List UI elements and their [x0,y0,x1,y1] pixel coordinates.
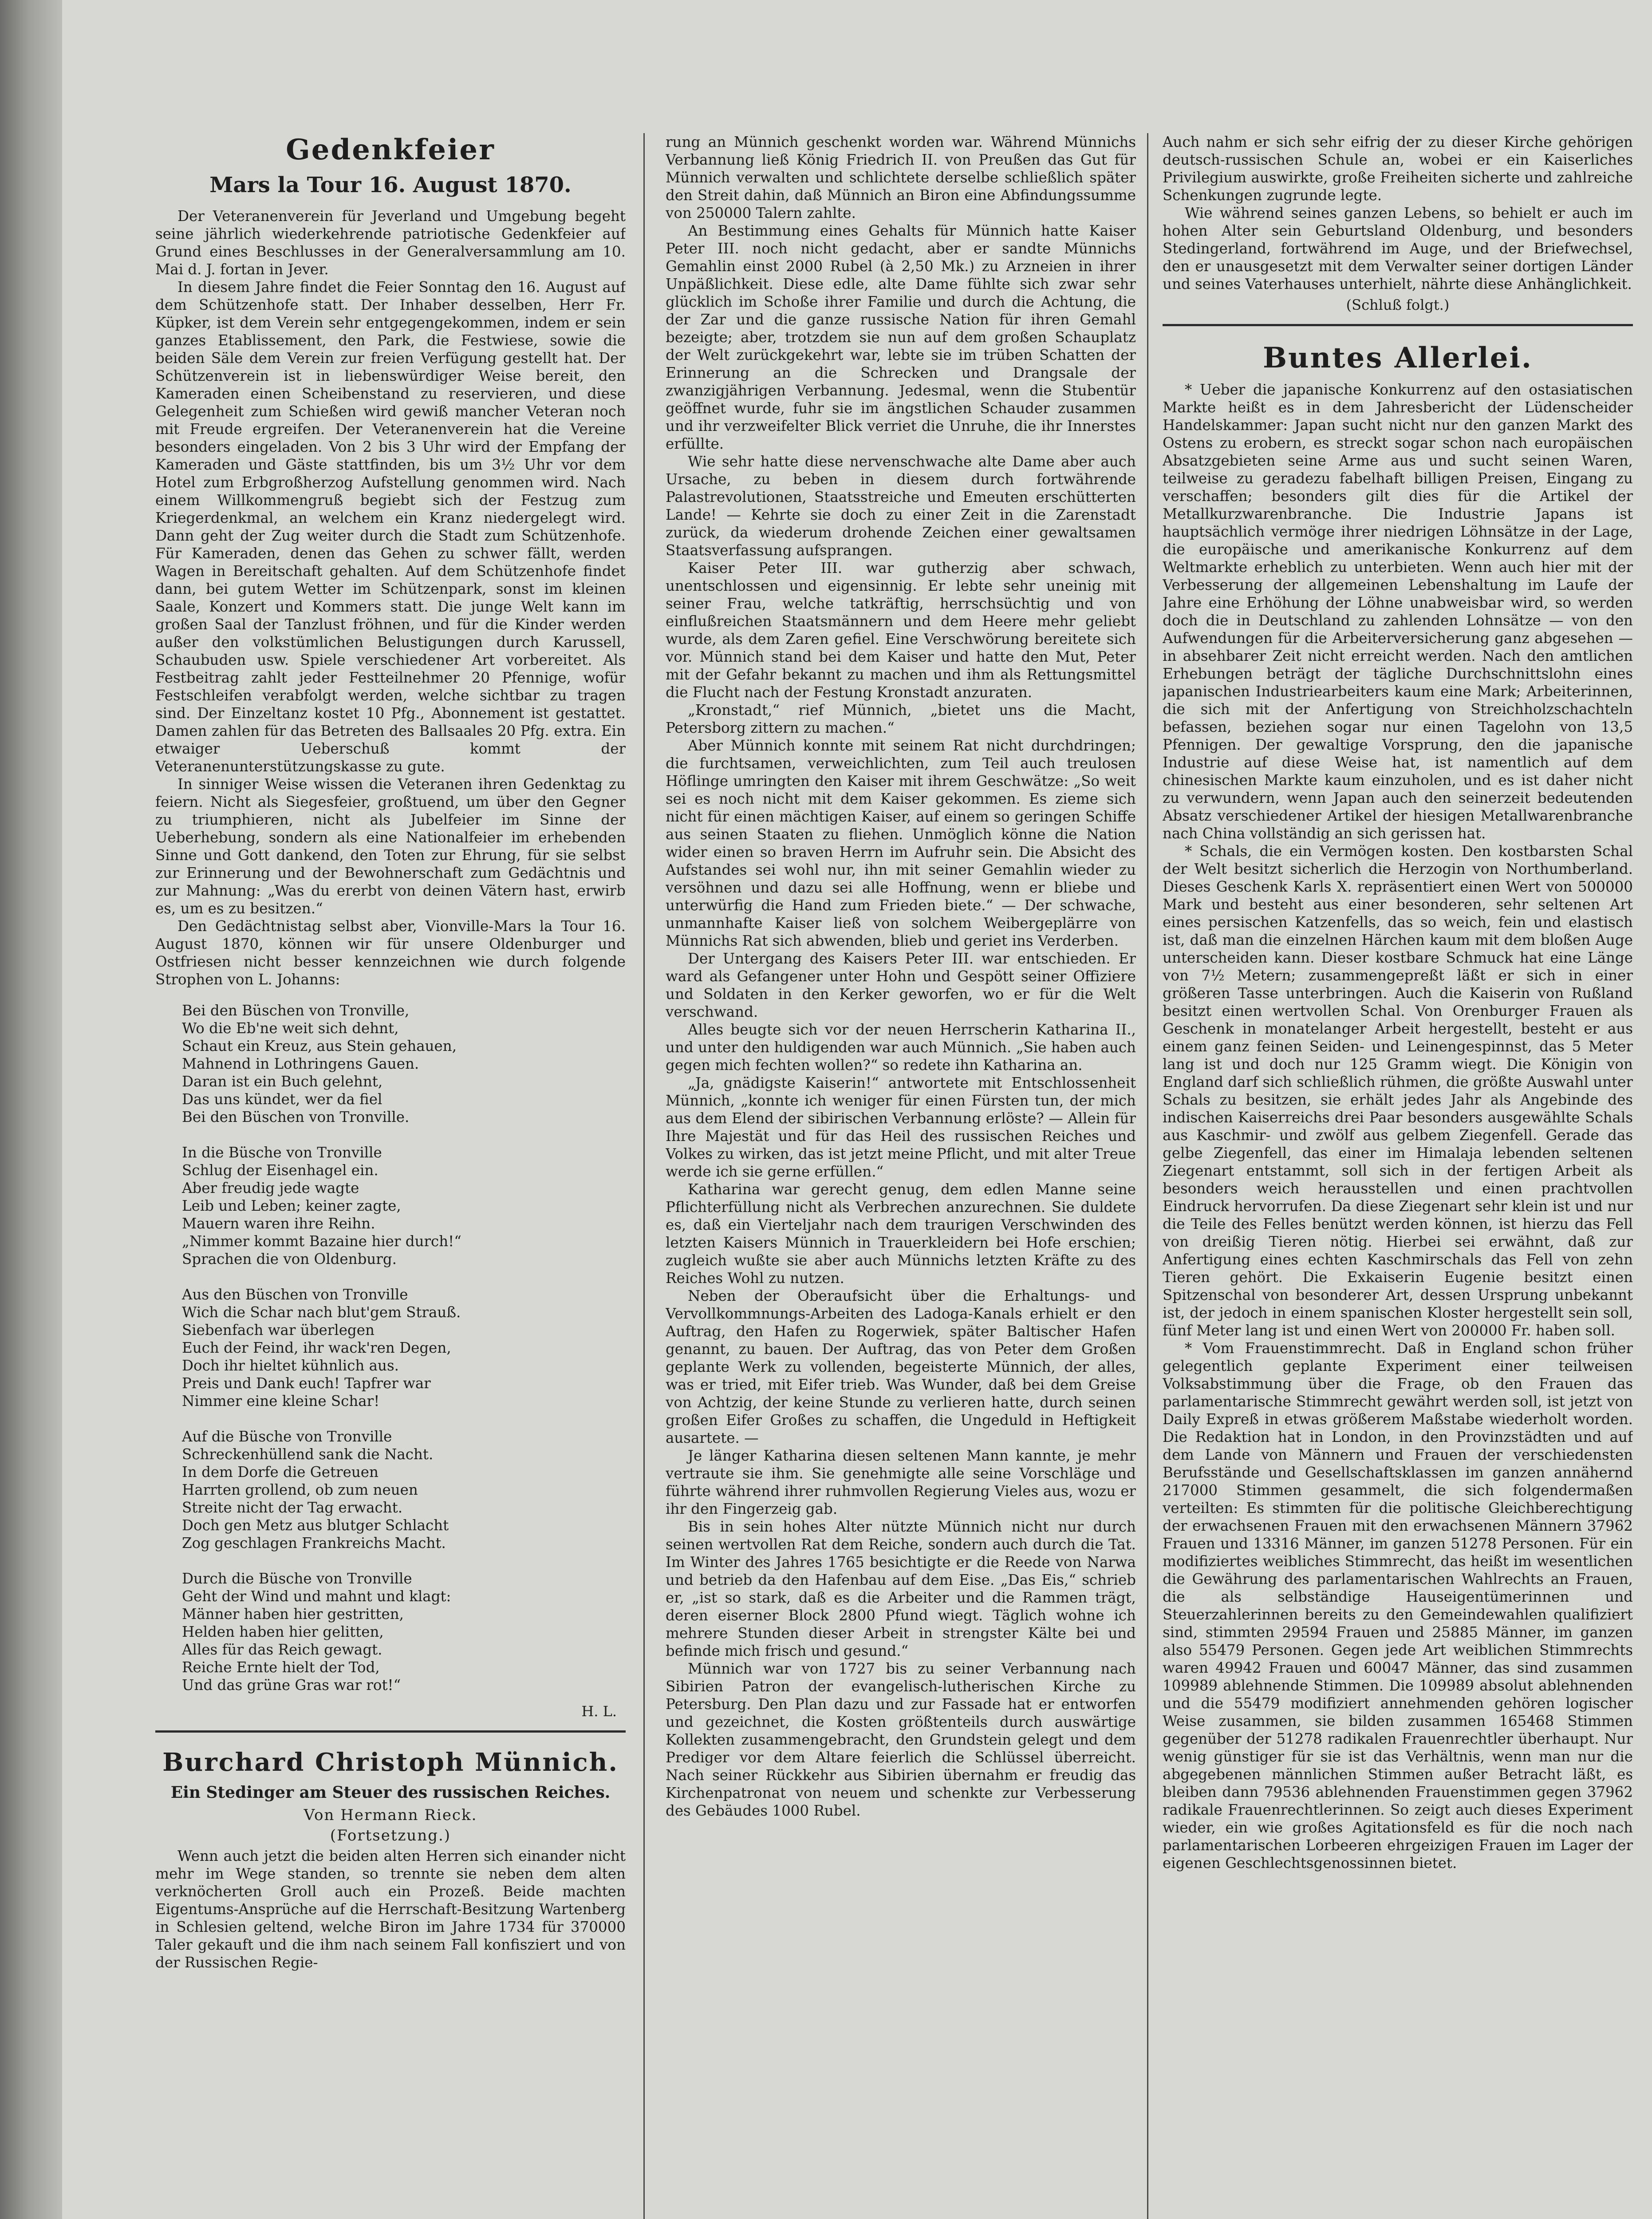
poem-stanza [182,1286,626,1410]
poem-line: Mauern waren ihre Reihn. [182,1215,375,1232]
poem-line: Aus den Büschen von Tronville [182,1286,408,1303]
poem-stanza [182,1428,626,1552]
poem-line: Schlug der Eisenhagel ein. [182,1162,379,1179]
paragraph: Der Veteranenverein für Jeverland und Umgebung begeht seine jährlich wiederkehrende patriotische Gedenkfeier auf Grund eines Beschlusses in der Generalversammlung am 10. Mai d. J. fortan in Jever. [155,208,626,278]
continuation-note: (Fortsetzung.) [330,1827,451,1844]
poem-line: Bei den Büschen von Tronville. [182,1109,410,1125]
paragraph: „Ja, gnädigste Kaiserin!“ antwortete mit Entschlossenheit Münnich, „konnte ich weniger für einen Fürsten tun, der mich aus dem Elend der sibirischen Verbannung erlöste? — Allein für Ihre Majestät und für das Heil des russischen Reiches und Volkes zu wirken, das ist jetzt meine Pflicht, und mit alter Treue werde ich sie gerne erfüllen.“ [666,1074,1136,1180]
poem-line: Männer haben hier gestritten, [182,1606,404,1623]
column-rule [1147,133,1148,2219]
news-item: * Ueber die japanische Konkurrenz auf den ostasiatischen Markte heißt es in dem Jahresbericht der Lüdenscheider Handelskammer: Japan sucht nicht nur den ganzen Markt des Ostens zu erobern, es streckt sogar schon nach europäischen Absatzgebieten seine Arme aus und sucht seinen Waren, teilweise zu geradezu fabelhaft billigen Preisen, Eingang zu verschaffen; besonders gilt dies für die Artikel der Metallkurzwarenbranche. Die Industrie Japans ist hauptsächlich vermöge ihrer niedrigen Löhnsätze in der Lage, die europäische und amerikanische Konkurrenz auf dem Weltmarkte erheblich zu unterbieten. Wenn auch hier mit der Verbesserung der allgemeinen Lebenshaltung im Laufe der Jahre eine Erhöhung der Löhne unabweisbar wird, so werden doch die in Deutschland zu zahlenden Lohnsätze — von den Aufwendungen für die Arbeiterversicherung ganz abgesehen — in absehbarer Zeit nicht erreicht werden. Nach den amtlichen Erhebungen beträgt der tägliche Durchschnittslohn eines japanischen Industriearbeiters kaum eine Mark; Arbeiterinnen, die sich mit der Anfertigung von Streichholzschachteln befassen, beziehen sogar nur einen Tagelohn von 13,5 Pfennigen. Der gewaltige Vorsprung, den die japanische Industrie auf diese Weise hat, ist namentlich auf dem chinesischen Markte kaum einzuholen, und es ist daher nicht zu verwundern, wenn Japan auch den seinerzeit bedeutenden Absatz verschiedener Artikel der hiesigen Metallwarenbranche nach China vollständig an sich gerissen hat. [1163,381,1633,842]
poem-line: Leib und Leben; keiner zagte, [182,1197,401,1214]
poem-line: Preis und Dank euch! Tapfrer war [182,1375,431,1392]
article-subtitle: Mars la Tour 16. August 1870. [209,173,572,197]
poem-line: Nimmer eine kleine Schar! [182,1393,380,1410]
column-3 [1163,133,1633,1872]
poem-line: Streite nicht der Tag erwacht. [182,1499,403,1516]
poem-line: In die Büsche von Tronville [182,1144,382,1161]
poem-line: Alles für das Reich gewagt. [182,1641,382,1658]
poem-line: Mahnend in Lothringens Gauen. [182,1055,419,1072]
article-title: Gedenkfeier [286,133,495,166]
news-item: * Vom Frauenstimmrecht. Daß in England schon früher gelegentlich geplante Experiment einer teilweisen Volksabstimmung über die Frage, ob den Frauen das parlamentarische Stimmrecht gewährt werden soll, ist jetzt von Daily Expreß in etwas größerem Maßstabe wiederholt worden. Die Redaktion hat in London, in den Provinzstädten und auf dem Lande von Männern und Frauen der verschiedensten Berufsstände und Gesellschaftsklassen im ganzen annähernd 217000 Stimmen gesammelt, die sich folgendermaßen verteilten: Es stimmten für die politische Gleichberechtigung der erwachsenen Frauen mit den erwachsenen Männern 37962 Frauen und 13316 Männer, im ganzen 51278 Personen. Für ein modifiziertes weibliches Stimmrecht, das heißt im wesentlichen die Gewährung des parlamentarischen Wahlrechts an Frauen, die als selbständige Hauseigentümerinnen und Steuerzahlerinnen bereits zu den Gemeindewahlen qualifiziert sind, stimmten 29594 Frauen und 25885 Männer, im ganzen also 55479 Personen. Gegen jede Art weiblichen Stimmrechts waren 49942 Frauen und 60047 Männer, das sind zusammen 109989 ablehnende Stimmen. Die 109989 absolut ablehnenden und die 55479 modifiziert annehmenden gehören logischer Weise zusammen, sie bilden zusammen 165468 Stimmen gegenüber der 51278 radikalen Frauenrechtler überhaupt. Nur wenig günstiger für sie ist das Verhältnis, wenn man nur die abgegebenen männlichen Stimmen außer Betracht läßt, es bleiben dann 79536 ablehnenden Frauenstimmen gegen 37962 radikale Frauenrechtlerinnen. So zeigt auch dieses Experiment wieder, ein wie großes Agitationsfeld es für die noch nach parlamentarischen Lorbeeren ehrgeizigen Frauen im Lager der eigenen Geschlechtsgenossinnen bietet. [1163,1340,1633,1872]
poem-line: Harrten grollend, ob zum neuen [182,1481,418,1498]
section-divider [155,1730,626,1733]
continuation-note: (Schluß folgt.) [1346,296,1450,313]
poem-line: Bei den Büschen von Tronville, [182,1002,410,1019]
page-binding [0,0,62,2219]
paragraph: Aber Münnich konnte mit seinem Rat nicht durchdringen; die furchtsamen, verweichlichten, zum Teil auch treulosen Höflinge umringten den Kaiser mit ihrem Geschwätze: „So weit sei es noch nicht mit dem Kaiser gekommen. Es zieme sich nicht für einen mächtigen Kaiser, auf einem so geringen Schiffe aus seinen Staaten zu fliehen. Unmöglich könne die Nation wider einen so braven Herrn im Aufruhr sein. Die Absicht des Aufstandes sei wohl nur, ihn mit seiner Gemahlin wieder zu versöhnen und dazu sei alle Hoffnung, wenn er bliebe und unterwürfig die Hand zum Frieden biete.“ — Der schwache, unmannhafte Kaiser ließ von solchem Weibergeplärre von Münnichs Rat sich abwenden, blieb und geriet ins Verderben. [666,737,1136,949]
poem-line: Wich die Schar nach blut'gem Strauß. [182,1304,461,1321]
paragraph: rung an Münnich geschenkt worden war. Während Münnichs Verbannung ließ König Friedrich II. von Preußen das Gut für Münnich verwalten und schlichtete derselbe schließlich später den Streit dahin, daß Münnich an Biron eine Abfindungssumme von 250000 Talern zahlte. [666,134,1136,221]
poem-line: Schaut ein Kreuz, aus Stein gehauen, [182,1038,457,1054]
paragraph: Wie sehr hatte diese nervenschwache alte Dame aber auch Ursache, zu beben in diesem durch fortwährende Palastrevolutionen, Staatsstreiche und Emeuten erschütterten Lande! — Kehrte sie doch zu einer Zeit in die Zarenstadt zurück, da wiederum drohende Zeichen einer gewaltsamen Staatsverfassung aufsprangen. [666,453,1136,559]
news-item: * Schals, die ein Vermögen kosten. Den kostbarsten Schal der Welt besitzt sicherlich die Herzogin von Northumberland. Dieses Geschenk Karls X. repräsentiert einen Wert von 500000 Mark und besteht aus einer besonderen, sehr seltenen Art eines persischen Katzenfells, das so weich, fein und elastisch ist, daß man die einzelnen Härchen kaum mit dem bloßen Auge unterscheiden kann. Dieser kostbare Schmuck hat eine Länge von 7½ Metern; zusammengepreßt läßt er sich in einer größeren Tasse unterbringen. Auch die Kaiserin von Rußland besitzt einen wertvollen Schal. Von Orenburger Frauen als Geschenk in monatelanger Arbeit hergestellt, besteht er aus einem ganz feinen Seiden- und Leinengespinnst, das 5 Meter lang ist und doch nur 125 Gramm wiegt. Die Königin von England darf sich schließlich rühmen, die größte Auswahl unter Schals zu besitzen, sie erhält jedes Jahr als Angebinde des indischen Kaiserreichs drei Paar besonders ausgewählte Schals aus Kaschmir- und zwölf aus gelbem Ziegenfell. Gerade das gelbe Ziegenfell, das einer im Himalaja lebenden seltenen Ziegenart entstammt, soll sich in der fertigen Arbeit als besonders weich herausstellen und einen prachtvollen Eindruck hervorrufen. Da diese Ziegenart sehr klein ist und nur die Teile des Felles benützt werden können, ist hierzu das Fell von dreißig Tieren nötig. Hierbei sei erwähnt, daß zur Anfertigung eines echten Kaschmirschals das Fell von zehn Tieren gehört. Die Exkaiserin Eugenie besitzt einen Spitzenschal von besonderer Art, dessen Ursprung unbekannt ist, der jedoch in einem spanischen Kloster hergestellt sein soll, fünf Meter lang ist und einen Wert von 200000 Fr. haben soll. [1163,843,1633,1339]
poem-line: In dem Dorfe die Getreuen [182,1464,379,1481]
poem-line: Aber freudig jede wagte [182,1180,359,1196]
poem [182,1002,626,1694]
poem-line: Schreckenhüllend sank die Nacht. [182,1446,434,1463]
paragraph: Alles beugte sich vor der neuen Herrscherin Katharina II., und unter den huldigenden war auch Münnich. „Sie haben auch gegen mich fechten wollen?“ so redete ihn Katharina an. [666,1021,1136,1074]
paragraph: Je länger Katharina diesen seltenen Mann kannte, je mehr vertraute sie ihm. Sie genehmigte alle seine Vorschläge und führte während ihrer ruhmvollen Regierung Vieles aus, wozu er ihr den Fingerzeig gab. [666,1447,1136,1517]
poem-line: Doch gen Metz aus blutger Schlacht [182,1517,449,1534]
article-subtitle: Ein Stedinger am Steuer des russischen Reiches. [170,1783,611,1802]
column-rule [643,133,645,2219]
poem-line: Geht der Wind und mahnt und klagt: [182,1588,451,1605]
section-title: Buntes Allerlei. [1262,341,1533,375]
paragraph: Münnich war von 1727 bis zu seiner Verbannung nach Sibirien Patron der evangelisch-lutherischen Kirche zu Petersburg. Den Plan dazu und zur Fassade hat er entworfen und gezeichnet, die Kosten größtenteils durch auswärtige Kollekten zusammengebracht, den Grundstein gelegt und dem Prediger vor dem Altare feierlich die Schlüssel überreicht. Nach seiner Rückkehr aus Sibirien übernahm er freudig das Kirchenpatronat von neuem und schenkte zur Verbesserung des Gebäudes 1000 Rubel. [666,1660,1136,1819]
poem-line: Und das grüne Gras war rot!“ [182,1677,401,1694]
paragraph: Der Untergang des Kaisers Peter III. war entschieden. Er ward als Gefangener unter Hohn und Gespött seiner Offiziere und Soldaten in den Kerker geworfen, wo er für die Welt verschwand. [666,950,1136,1020]
paragraph: „Kronstadt,“ rief Münnich, „bietet uns die Macht, Petersborg zittern zu machen.“ [666,702,1136,736]
poem-line: Doch ihr hieltet kühnlich aus. [182,1357,399,1374]
poem-line: Das uns kündet, wer da fiel [182,1091,382,1108]
poem-line: Sprachen die von Oldenburg. [182,1251,397,1267]
poem-line: Siebenfach war überlegen [182,1322,375,1339]
paragraph: Auch nahm er sich sehr eifrig der zu dieser Kirche gehörigen deutsch-russischen Schule an, wobei er ein Kaiserliches Privilegium auswirkte, große Freiheiten sicherte und zahlreiche Schenkungen zugrunde legte. [1163,134,1633,204]
signature: H. L. [581,1703,617,1720]
poem-line: Wo die Eb'ne weit sich dehnt, [182,1020,399,1037]
paragraph: Kaiser Peter III. war gutherzig aber schwach, unentschlossen und eigensinnig. Er lebte sehr uneinig mit seiner Frau, welche tatkräftig, herrschsüchtig und von einflußreichen Staatsmännern und dem Heere mehr geliebt wurde, als dem Zaren gefiel. Eine Verschwörung bereitete sich vor. Münnich stand bei dem Kaiser und hatte den Mut, Peter mit der Gefahr bekannt zu machen und ihm als Rettungsmittel die Flucht nach der Festung Kronstadt anzuraten. [666,560,1136,701]
section-divider [1163,324,1633,326]
poem-line: Reiche Ernte hielt der Tod, [182,1659,380,1676]
paragraph: Katharina war gerecht genug, dem edlen Manne seine Pflichterfüllung nicht als Verbrechen anzurechnen. Sie duldete es, daß ein Vierteljahr nach dem traurigen Verschwinden des letzten Kaisers Münnich in Trauerkleidern bei Hofe erschien; zugleich wußte sie aber auch Münnichs letzten Kräfte zu des Reiches Wohl zu nutzen. [666,1181,1136,1287]
paragraph: Wie während seines ganzen Lebens, so behielt er auch im hohen Alter sein Geburtsland Oldenburg, und besonders Stedingerland, fortwährend im Auge, und der Briefwechsel, den er unausgesetzt mit dem Verwalter seiner dortigen Länder und seines Vaterhauses unterhielt, nährte diese Anhänglichkeit. [1163,205,1633,292]
paragraph: Bis in sein hohes Alter nützte Münnich nicht nur durch seinen wertvollen Rat dem Reiche, sondern auch durch die Tat. Im Winter des Jahres 1765 besichtigte er die Reede von Narwa und betrieb da den Hafenbau auf dem Eise. „Das Eis,“ schrieb er, „ist so stark, daß es die Arbeiter und die Rammen trägt, deren eiserner Block 2800 Pfund wiegt. Täglich wohne ich mehrere Stunden dieser Arbeit in strengster Kälte bei und befinde mich frisch und gesund.“ [666,1518,1136,1659]
poem-stanza [182,1002,626,1126]
paragraph: Wenn auch jetzt die beiden alten Herren sich einander nicht mehr im Wege standen, so trennte sie neben dem alten verknöcherten Groll auch ein Prozeß. Beide machten Eigentums-Ansprüche auf die Herrschaft-Besitzung Wartenberg in Schlesien geltend, welche Biron im Jahre 1734 für 370000 Taler gekauft und die ihm nach seinem Fall konfisziert und von der Russischen Regie- [155,1848,626,1971]
paragraph: An Bestimmung eines Gehalts für Münnich hatte Kaiser Peter III. noch nicht gedacht, aber er sandte Münnichs Gemahlin einst 2000 Rubel (à 2,50 Mk.) zu Arzneien in ihrer Unpäßlichkeit. Diese edle, alte Dame fühlte sich zwar sehr glücklich im Schoße ihrer Familie und durch die Achtung, die der Zar und die ganze russische Nation für ihren Gemahl bezeigte; aber, trotzdem sie nun auf dem großen Schauplatz der Welt zurückgekehrt war, lebte sie im trüben Schatten der Erinnerung an die Schrecken und Drangsale der zwanzigjährigen Verbannung. Jedesmal, wenn die Stubentür geöffnet wurde, fuhr sie im ängstlichen Schauder zusammen und ihr verzweifelter Blick verriet die Unruhe, die ihr Innerstes erfüllte. [666,222,1136,452]
paragraph: Neben der Oberaufsicht über die Erhaltungs- und Vervollkommnungs-Arbeiten des Ladoga-Kanals erhielt er den Auftrag, den Hafen zu Rogerwiek, später Baltischer Hafen genannt, zu bauen. Der Auftrag, das von Peter dem Großen geplante Werk zu vollenden, begeisterte Münnich, der alles, was er tried, mit Eifer trieb. Was Wunder, daß bei dem Greise von Achtzig, der keine Stunde zu verlieren hatte, durch seinen großen Eifer Großes zu schaffen, die Ungeduld in Heftigkeit ausartete. — [666,1287,1136,1446]
paragraph: Den Gedächtnistag selbst aber, Vionville-Mars la Tour 16. August 1870, können wir für unsere Oldenburger und Ostfriesen nicht besser kennzeichnen wie durch folgende Strophen von L. Johanns: [155,918,626,988]
poem-stanza [182,1144,626,1268]
poem-line: „Nimmer kommt Bazaine hier durch!“ [182,1233,461,1250]
poem-line: Auf die Büsche von Tronville [182,1428,392,1445]
poem-line: Durch die Büsche von Tronville [182,1570,412,1587]
poem-stanza [182,1570,626,1694]
column-1 [155,133,626,1971]
article-title: Burchard Christoph Münnich. [162,1748,619,1777]
byline: Von Hermann Rieck. [304,1806,477,1824]
poem-line: Helden haben hier gelitten, [182,1623,384,1640]
poem-line: Zog geschlagen Frankreichs Macht. [182,1535,446,1552]
poem-line: Euch der Feind, ihr wack'ren Degen, [182,1339,451,1356]
column-2 [666,133,1136,1820]
paragraph: In diesem Jahre findet die Feier Sonntag den 16. August auf dem Schützenhofe statt. Der Inhaber desselben, Herr Fr. Küpker, ist dem Verein sehr entgegengekommen, indem er sein ganzes Etablissement, den Park, die Festwiese, sowie die beiden Säle dem Verein zur freien Verfügung gestellt hat. Der Schützenverein ist in liebenswürdiger Weise bereit, den Kameraden einen Scheibenstand zu reservieren, und diese Gelegenheit zum Schießen wird gewiß mancher Veteran noch mit Freude ergreifen. Der Veteranenverein hat die Vereine besonders eingeladen. Von 2 bis 3 Uhr wird der Empfang der Kameraden und Gäste stattfinden, bis um 3½ Uhr vor dem Hotel zum Erbgroßherzog Aufstellung genommen wird. Nach einem Willkommengruß begiebt sich der Festzug zum Kriegerdenkmal, an welchem ein Kranz niedergelegt wird. Dann geht der Zug weiter durch die Stadt zum Schützenhofe. Für Kameraden, denen das Gehen zu schwer fällt, werden Wagen in Bereitschaft gehalten. Auf dem Schützenhofe findet dann, bei gutem Wetter im Schützenpark, sonst im kleinen Saale, Konzert und Kommers statt. Die junge Welt kann im großen Saal der Tanzlust fröhnen, und für die Kinder werden außer den volkstümlichen Belustigungen durch Karussell, Schaubuden usw. Spiele verschiedener Art vorbereitet. Als Festbeitrag zahlt jeder Festteilnehmer 20 Pfennige, wofür Festschleifen verabfolgt werden, welche sichtbar zu tragen sind. Der Einzeltanz kostet 10 Pfg., Abonnement ist gestattet. Damen zahlen für das Betreten des Ballsaales 20 Pfg. extra. Ein etwaiger Ueberschuß kommt der Veteranenunterstützungskasse zu gute. [155,279,626,775]
paragraph: In sinniger Weise wissen die Veteranen ihren Gedenktag zu feiern. Nicht als Siegesfeier, großtuend, um über den Gegner zu triumphieren, nicht als Jubelfeier im Sinne der Ueberhebung, sondern als eine Nationalfeier im erhebenden Sinne und Gott dankend, den Toten zur Ehrung, für sie selbst zur Erinnerung und der Bewohnerschaft zum Gedächtnis und zur Mahnung: „Was du ererbt von deinen Vätern hast, erwirb es, um es zu besitzen.“ [155,776,626,917]
poem-line: Daran ist ein Buch gelehnt, [182,1073,383,1090]
